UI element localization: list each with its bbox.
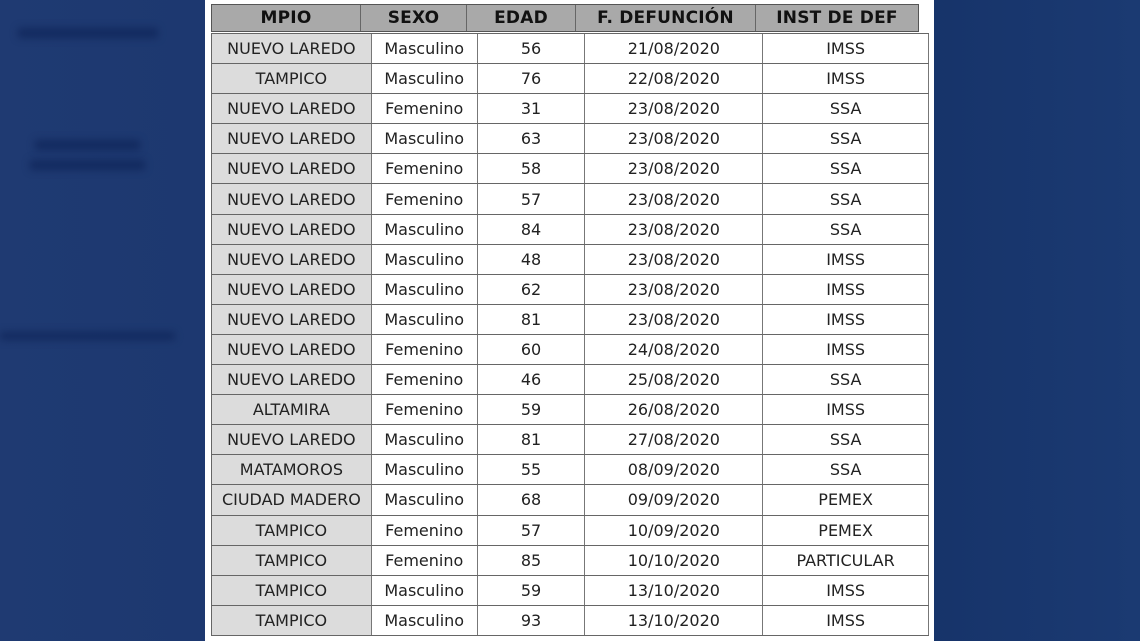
institucion-cell: IMSS (763, 576, 929, 605)
mpio-cell: NUEVO LAREDO (212, 184, 372, 213)
mpio-cell: MATAMOROS (212, 455, 372, 484)
sexo-cell: Femenino (372, 154, 478, 183)
institucion-cell: IMSS (763, 335, 929, 364)
sexo-cell: Masculino (372, 606, 478, 635)
mpio-cell: TAMPICO (212, 64, 372, 93)
fecha-cell: 23/08/2020 (585, 275, 763, 304)
institucion-cell: SSA (763, 124, 929, 153)
mpio-cell: NUEVO LAREDO (212, 124, 372, 153)
table-row (212, 425, 929, 455)
blurred-background-text (30, 160, 145, 170)
mpio-cell: NUEVO LAREDO (212, 275, 372, 304)
mpio-cell: NUEVO LAREDO (212, 215, 372, 244)
blurred-background-text (35, 140, 140, 150)
fecha-cell: 25/08/2020 (585, 365, 763, 394)
institucion-cell: IMSS (763, 275, 929, 304)
table-row (212, 485, 929, 515)
table-row (212, 516, 929, 546)
mpio-cell: NUEVO LAREDO (212, 425, 372, 454)
fecha-cell: 10/09/2020 (585, 516, 763, 545)
column-header-mpio: MPIO (212, 5, 361, 31)
column-header-sexo: SEXO (361, 5, 467, 31)
table-row (212, 94, 929, 124)
edad-cell: 57 (478, 184, 586, 213)
institucion-cell: SSA (763, 455, 929, 484)
fecha-cell: 21/08/2020 (585, 34, 763, 63)
institucion-cell: IMSS (763, 64, 929, 93)
edad-cell: 81 (478, 305, 586, 334)
table-row (212, 245, 929, 275)
sexo-cell: Masculino (372, 275, 478, 304)
fecha-cell: 09/09/2020 (585, 485, 763, 514)
sexo-cell: Masculino (372, 124, 478, 153)
fecha-cell: 10/10/2020 (585, 546, 763, 575)
sexo-cell: Masculino (372, 305, 478, 334)
mpio-cell: CIUDAD MADERO (212, 485, 372, 514)
table-row (212, 335, 929, 365)
edad-cell: 56 (478, 34, 586, 63)
fecha-cell: 24/08/2020 (585, 335, 763, 364)
mpio-cell: NUEVO LAREDO (212, 245, 372, 274)
institucion-cell: IMSS (763, 34, 929, 63)
mpio-cell: TAMPICO (212, 516, 372, 545)
edad-cell: 81 (478, 425, 586, 454)
edad-cell: 62 (478, 275, 586, 304)
institucion-cell: SSA (763, 425, 929, 454)
institucion-cell: IMSS (763, 245, 929, 274)
sexo-cell: Femenino (372, 516, 478, 545)
fecha-cell: 23/08/2020 (585, 305, 763, 334)
edad-cell: 60 (478, 335, 586, 364)
mpio-cell: NUEVO LAREDO (212, 34, 372, 63)
fecha-cell: 22/08/2020 (585, 64, 763, 93)
sexo-cell: Masculino (372, 64, 478, 93)
table-row (212, 395, 929, 425)
column-header-edad: EDAD (467, 5, 576, 31)
institucion-cell: SSA (763, 154, 929, 183)
sexo-cell: Masculino (372, 576, 478, 605)
edad-cell: 46 (478, 365, 586, 394)
edad-cell: 55 (478, 455, 586, 484)
edad-cell: 68 (478, 485, 586, 514)
institucion-cell: SSA (763, 94, 929, 123)
edad-cell: 85 (478, 546, 586, 575)
sexo-cell: Femenino (372, 94, 478, 123)
table-row (212, 215, 929, 245)
sexo-cell: Femenino (372, 184, 478, 213)
table-row (212, 275, 929, 305)
blurred-background-text (0, 332, 175, 340)
institucion-cell: PARTICULAR (763, 546, 929, 575)
table-row (212, 34, 929, 64)
institucion-cell: IMSS (763, 395, 929, 424)
edad-cell: 58 (478, 154, 586, 183)
mpio-cell: TAMPICO (212, 576, 372, 605)
fecha-cell: 08/09/2020 (585, 455, 763, 484)
fecha-cell: 23/08/2020 (585, 94, 763, 123)
sexo-cell: Femenino (372, 395, 478, 424)
mpio-cell: ALTAMIRA (212, 395, 372, 424)
institucion-cell: PEMEX (763, 485, 929, 514)
sexo-cell: Masculino (372, 245, 478, 274)
edad-cell: 84 (478, 215, 586, 244)
sexo-cell: Masculino (372, 34, 478, 63)
sexo-cell: Femenino (372, 365, 478, 394)
mpio-cell: NUEVO LAREDO (212, 305, 372, 334)
column-header-institucion: INST DE DEF (776, 8, 898, 28)
fecha-cell: 23/08/2020 (585, 215, 763, 244)
table-row (212, 546, 929, 576)
edad-cell: 76 (478, 64, 586, 93)
sexo-cell: Femenino (372, 335, 478, 364)
fecha-cell: 13/10/2020 (585, 576, 763, 605)
institucion-cell: PEMEX (763, 516, 929, 545)
fecha-cell: 23/08/2020 (585, 154, 763, 183)
institucion-cell: IMSS (763, 305, 929, 334)
edad-cell: 59 (478, 395, 586, 424)
edad-cell: 63 (478, 124, 586, 153)
table-row (212, 365, 929, 395)
mpio-cell: NUEVO LAREDO (212, 94, 372, 123)
edad-cell: 31 (478, 94, 586, 123)
institucion-cell: SSA (763, 365, 929, 394)
table-row (212, 124, 929, 154)
fecha-cell: 13/10/2020 (585, 606, 763, 635)
mpio-cell: NUEVO LAREDO (212, 365, 372, 394)
institucion-cell: SSA (763, 215, 929, 244)
table-row (212, 184, 929, 214)
mpio-cell: TAMPICO (212, 546, 372, 575)
table-body (211, 33, 929, 636)
table-header (211, 4, 919, 32)
table-row (212, 64, 929, 94)
institucion-cell: SSA (763, 184, 929, 213)
mpio-cell: NUEVO LAREDO (212, 335, 372, 364)
table-row (212, 606, 929, 636)
sexo-cell: Masculino (372, 485, 478, 514)
institucion-cell: IMSS (763, 606, 929, 635)
table-row (212, 305, 929, 335)
column-header-fecha-defuncion: F. DEFUNCIÓN (576, 5, 756, 31)
fecha-cell: 23/08/2020 (585, 124, 763, 153)
sexo-cell: Masculino (372, 455, 478, 484)
table-row (212, 576, 929, 606)
edad-cell: 59 (478, 576, 586, 605)
fecha-cell: 23/08/2020 (585, 184, 763, 213)
sexo-cell: Masculino (372, 215, 478, 244)
fecha-cell: 26/08/2020 (585, 395, 763, 424)
edad-cell: 93 (478, 606, 586, 635)
edad-cell: 57 (478, 516, 586, 545)
blurred-background-text (18, 28, 158, 38)
mpio-cell: NUEVO LAREDO (212, 154, 372, 183)
fecha-cell: 23/08/2020 (585, 245, 763, 274)
sexo-cell: Femenino (372, 546, 478, 575)
sexo-cell: Masculino (372, 425, 478, 454)
edad-cell: 48 (478, 245, 586, 274)
fecha-cell: 27/08/2020 (585, 425, 763, 454)
table-row (212, 154, 929, 184)
table-row (212, 455, 929, 485)
mpio-cell: TAMPICO (212, 606, 372, 635)
